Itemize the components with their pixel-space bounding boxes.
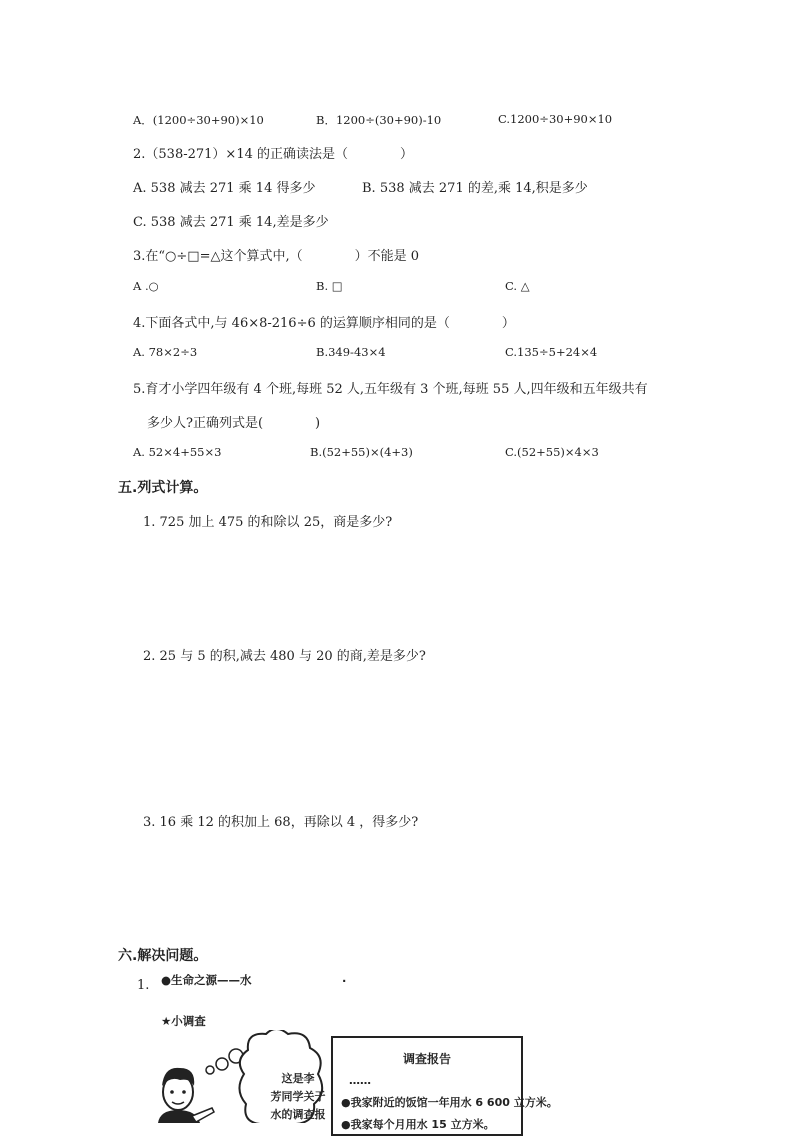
q2-stem: 2.（538-271）×14 的正确读法是（ ）: [133, 147, 413, 162]
q4-option-c: C.135÷5+24×4: [505, 345, 598, 359]
report-title: 调查报告: [402, 1052, 451, 1066]
report-line-1: ●我家附近的饭馆一年用水 6 600 立方米。: [341, 1096, 558, 1109]
section6-item-number: 1.: [137, 978, 150, 993]
q2-option-b: B. 538 减去 271 的差,乘 14,积是多少: [362, 181, 588, 196]
survey-report-box: [331, 1036, 558, 1136]
q3-option-a: A .○: [133, 279, 159, 293]
q5-option-c: C.(52+55)×4×3: [505, 445, 599, 459]
q2-option-c: C. 538 减去 271 乘 14,差是多少: [133, 215, 329, 230]
q1-option-a: A．(1200÷30+90)×10: [133, 113, 264, 127]
q4-stem: 4.下面各式中,与 46×8-216÷6 的运算顺序相同的是（ ）: [133, 316, 515, 331]
report-line-2: ●我家每个月用水 15 立方米。: [341, 1118, 495, 1131]
stray-mark: ·: [342, 974, 347, 988]
q5-option-b: B.(52+55)×(4+3): [310, 445, 413, 459]
q5-option-a: A. 52×4+55×3: [133, 445, 222, 459]
section5-title: 五.列式计算。: [118, 480, 208, 496]
section6-subtitle: ★小调查: [161, 1014, 206, 1028]
q4-option-b: B.349-43×4: [316, 345, 386, 359]
section6-topic: ●生命之源——水: [161, 973, 252, 987]
q5-stem-line2: 多少人?正确列式是( ): [147, 416, 321, 431]
bubble-line-1: 这是李: [281, 1072, 315, 1085]
section6-title: 六.解决问题。: [118, 948, 208, 964]
section5-item-3: 3. 16 乘 12 的积加上 68，再除以 4 ，得多少?: [143, 815, 419, 830]
q3-option-b: B. □: [316, 279, 343, 293]
q4-option-a: A. 78×2÷3: [133, 345, 198, 359]
bubble-line-3: 水的调查报: [270, 1108, 326, 1121]
q5-stem-line1: 5.育才小学四年级有 4 个班,每班 52 人,五年级有 3 个班,每班 55 人,四年级和五年级共有: [133, 382, 648, 397]
q1-option-c: C.1200÷30+90×10: [498, 112, 613, 126]
q2-option-a: A. 538 减去 271 乘 14 得多少: [133, 181, 316, 196]
section5-item-2: 2. 25 与 5 的积,减去 480 与 20 的商,差是多少?: [143, 649, 426, 664]
q1-option-b: B．1200÷(30+90)-10: [316, 113, 442, 127]
report-ellipsis: ……: [349, 1074, 371, 1087]
q3-stem: 3.在“○÷□=△这个算式中,（ ）不能是 0: [133, 249, 419, 264]
q3-option-c: C. △: [505, 279, 530, 293]
section5-item-1: 1. 725 加上 475 的和除以 25，商是多少?: [143, 515, 393, 530]
bubble-line-2: 芳同学关于: [270, 1090, 326, 1103]
